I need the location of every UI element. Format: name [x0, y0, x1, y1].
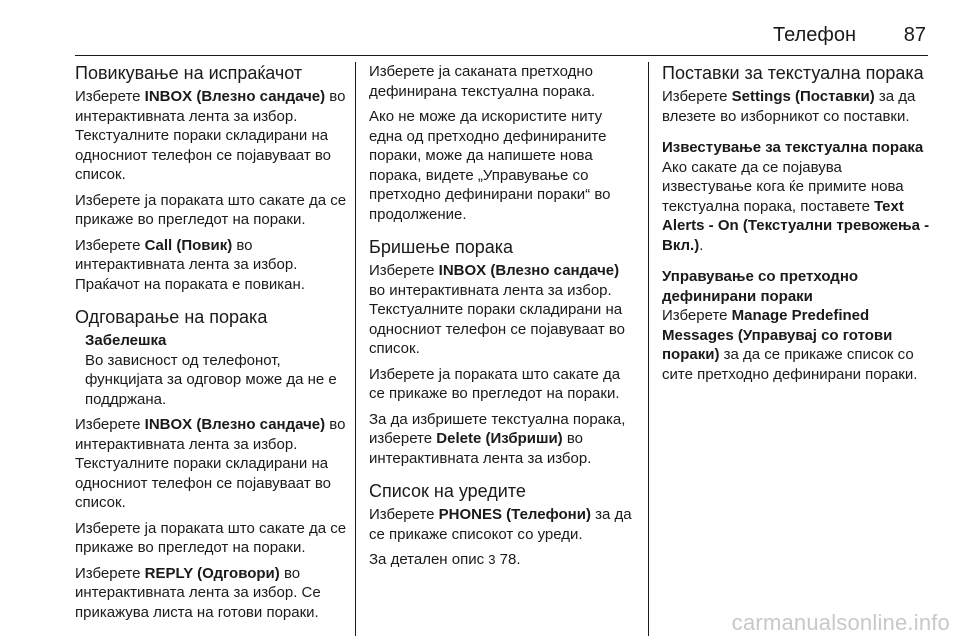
- paragraph: Изберете ја пораката што сакате да се прикаже во прегледот на пораки.: [369, 365, 621, 402]
- paragraph: Изберете Settings (Поставки) за да влезете во изборникот со поставки.: [662, 88, 916, 125]
- page-header: [75, 0, 928, 58]
- section-heading-reply: Одговарање на порака: [75, 307, 268, 327]
- paragraph: За да избришете текстуална порака, изберете Delete (Избриши) во интерактивната лента за избор.: [369, 410, 626, 467]
- paragraph: Изберете PHONES (Телефони) за да се прикаже списокот со уреди.: [369, 506, 632, 543]
- paragraph: Изберете INBOX (Влезно сандаче) во интерактивната лента за избор. Текстуалните пораки складирани на односниот телефон се појавуваат во список.: [369, 262, 626, 357]
- paragraph: Ако сакате да се појавува известување кога ќе примите нова текстуална порака, поставете Text Alerts - On (Текстуални тревожења - Вкл.).: [662, 158, 930, 254]
- header-divider: [75, 55, 928, 56]
- column-divider: [355, 62, 356, 636]
- paragraph: Изберете INBOX (Влезно сандаче) во интерактивната лента за избор. Текстуалните пораки складирани на односниот телефон се појавуваат во список.: [75, 416, 346, 511]
- column-divider: [648, 62, 649, 636]
- page-number: 87: [903, 24, 926, 46]
- paragraph: Изберете REPLY (Одговори) во интерактивната лента за избор. Се прикажува листа на готови пораки.: [75, 564, 321, 621]
- paragraph: Изберете Call (Повик) во интерактивната лента за избор. Праќачот на пораката е повикан.: [75, 236, 305, 293]
- note-box: [75, 331, 347, 409]
- paragraph: Ако не може да искористите ниту една од претходно дефинираните пораки, може да напишете нова порака, видете „Управување со претходно дефинирани пораки“ во продолжение.: [369, 108, 611, 223]
- section-heading-devices: Список на уредите: [369, 481, 526, 501]
- section-heading-delete: Бришење порака: [369, 237, 514, 257]
- section-heading-call-sender: Повикување на испраќачот: [75, 63, 303, 83]
- paragraph: За детален опис 3 78.: [369, 551, 521, 568]
- paragraph: Изберете ја пораката што сакате да се прикаже во прегледот на пораки.: [75, 191, 347, 228]
- paragraph: Изберете Manage Predefined Messages (Управувај со готови пораки) за да се прикаже список со сите претходно дефинирани пораки.: [662, 307, 918, 383]
- subheading-manage: Управување со претходно дефинирани пораки: [662, 268, 859, 305]
- page-title: Телефон: [773, 24, 856, 46]
- paragraph: Изберете ја саканата претходно дефинирана текстуална порака.: [369, 63, 596, 100]
- note-title: Забелешка: [85, 332, 167, 349]
- column-right: [662, 62, 930, 390]
- paragraph: Изберете INBOX (Влезно сандаче) во интерактивната лента за избор. Текстуалните пораки складирани на односниот телефон се појавуваат во список.: [75, 88, 346, 183]
- note-text: Во зависност од телефонот, функцијата за одговор може да не е поддржана.: [85, 351, 337, 408]
- column-middle: [369, 62, 637, 576]
- section-heading-settings: Поставки за текстуална порака: [662, 63, 924, 83]
- page-reference-icon: 3: [488, 552, 496, 567]
- watermark: carmanualsonline.info: [731, 610, 950, 635]
- subheading-notification: Известување за текстуална порака: [662, 139, 924, 156]
- column-left: [75, 62, 347, 628]
- paragraph: Изберете ја пораката што сакате да се прикаже во прегледот на пораки.: [75, 519, 347, 556]
